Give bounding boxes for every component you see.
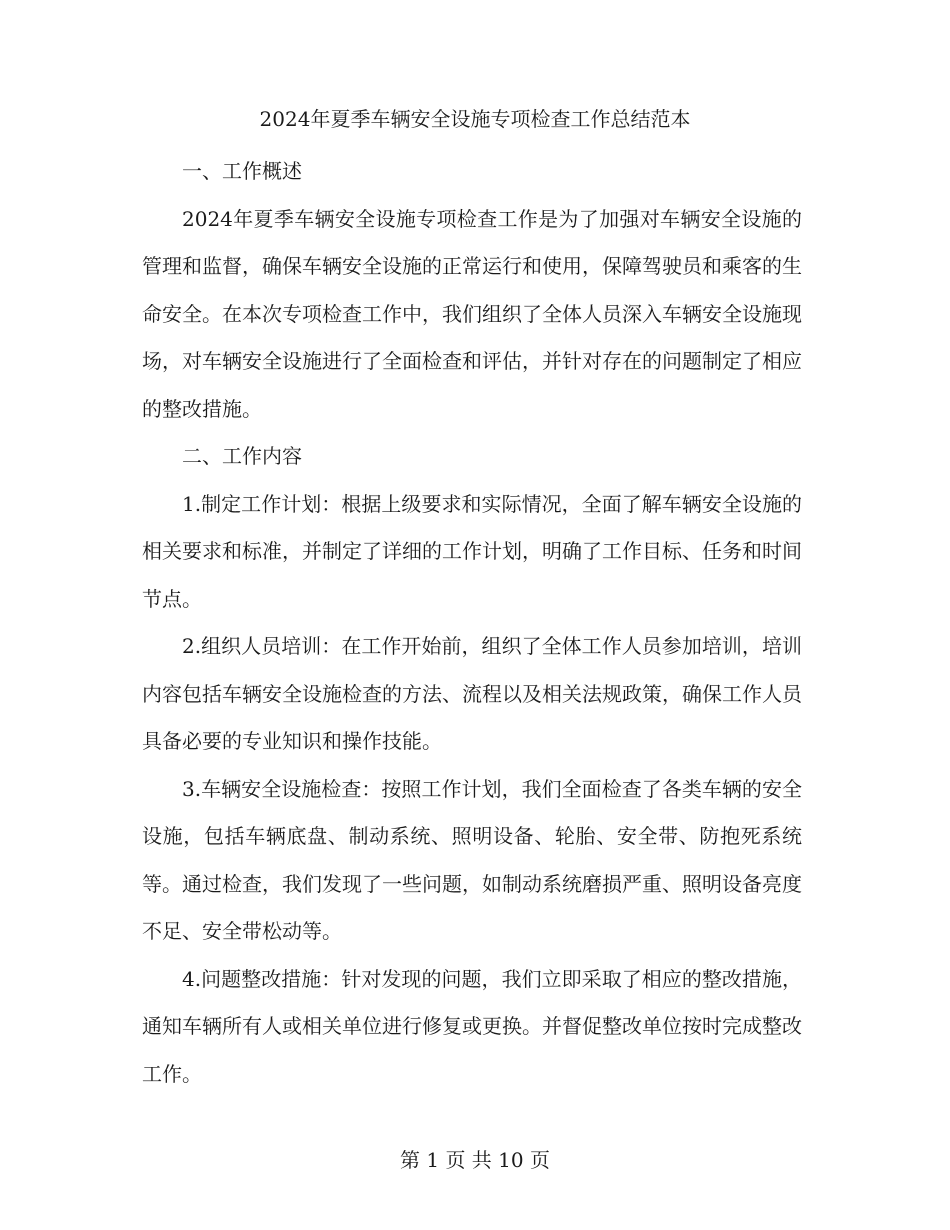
page-number-footer: 第 1 页 共 10 页 bbox=[400, 1148, 550, 1172]
paragraph-overview: 2024年夏季车辆安全设施专项检查工作是为了加强对车辆安全设施的管理和监督，确保车辆安全设施的正常运行和使用，保障驾驶员和乘客的生命安全。在本次专项检查工作中，我们组织了全体人员深入车辆安全设施现场，对车辆安全设施进行了全面检查和评估，并针对存在的问题制定了相应的整改措施。 bbox=[142, 206, 802, 421]
document-body bbox=[142, 148, 802, 1098]
section-heading-overview: 一、工作概述 bbox=[182, 159, 302, 183]
paragraph-item-1: 1.制定工作计划：根据上级要求和实际情况，全面了解车辆安全设施的相关要求和标准，并制定了详细的工作计划，明确了工作目标、任务和时间节点。 bbox=[142, 491, 802, 611]
paragraph-item-3: 3.车辆安全设施检查：按照工作计划，我们全面检查了各类车辆的安全设施，包括车辆底盘、制动系统、照明设备、轮胎、安全带、防抱死系统等。通过检查，我们发现了一些问题，如制动系统磨损严重、照明设备亮度不足、安全带松动等。 bbox=[142, 776, 802, 943]
paragraph-item-2: 2.组织人员培训：在工作开始前，组织了全体工作人员参加培训，培训内容包括车辆安全设施检查的方法、流程以及相关法规政策，确保工作人员具备必要的专业知识和操作技能。 bbox=[142, 634, 802, 753]
paragraph-item-4: 4.问题整改措施：针对发现的问题，我们立即采取了相应的整改措施，通知车辆所有人或相关单位进行修复或更换。并督促整改单位按时完成整改工作。 bbox=[142, 966, 802, 1086]
section-heading-content: 二、工作内容 bbox=[182, 444, 302, 468]
document-title: 2024年夏季车辆安全设施专项检查工作总结范本 bbox=[259, 107, 691, 131]
